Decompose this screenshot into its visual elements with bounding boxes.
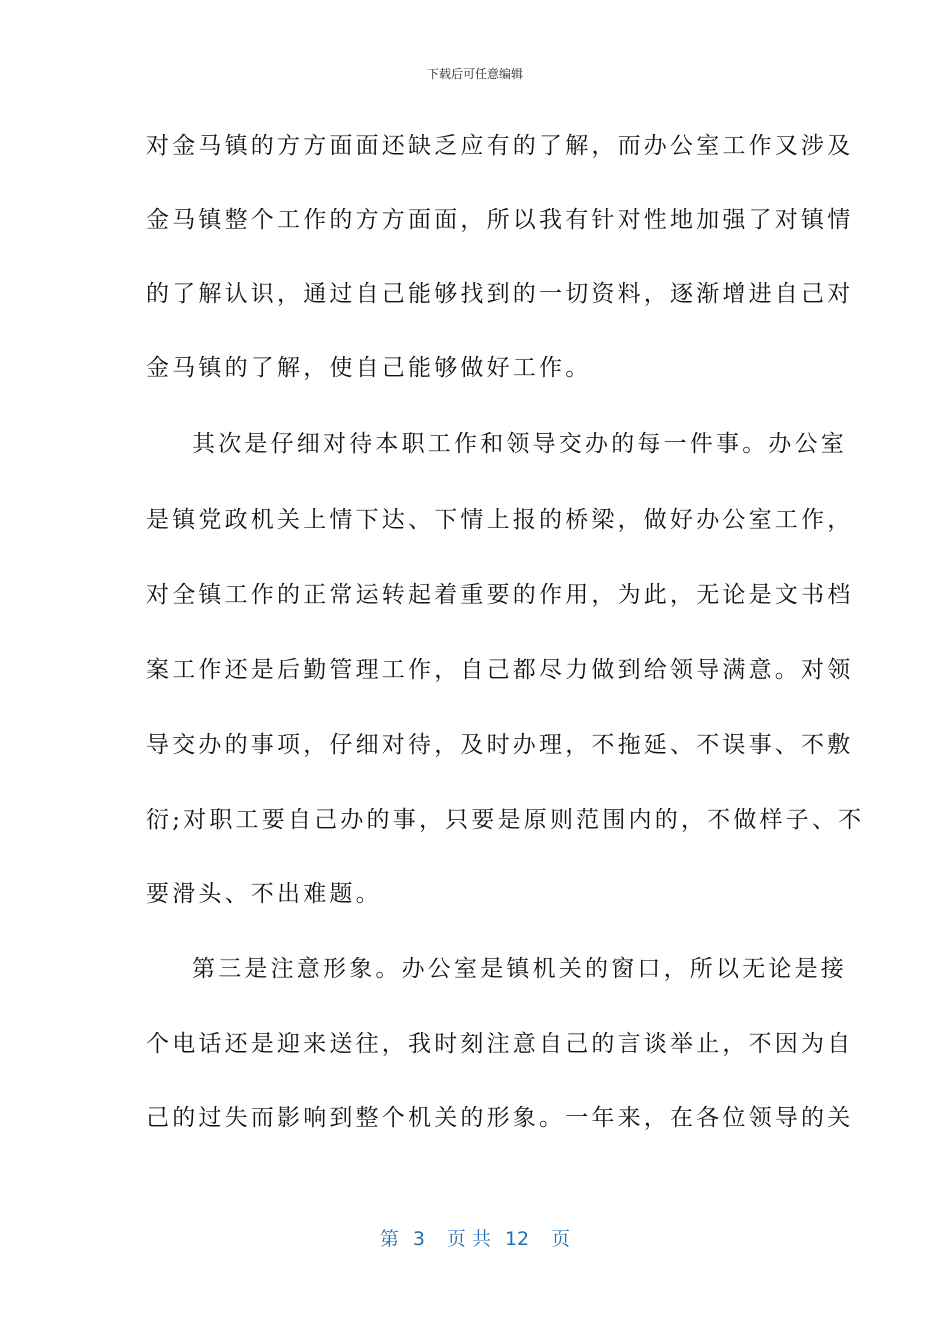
text-line: 金马镇的了解，使自己能够做好工作。 [146, 355, 592, 381]
text-line: 己的过失而影响到整个机关的形象。一年来，在各位领导的关 [146, 1105, 854, 1131]
footer-prefix: 第 [379, 1228, 399, 1250]
total-pages-number: 12 [504, 1228, 530, 1250]
text-line-indented: 其次是仔细对待本职工作和领导交办的每一件事。办公室 [192, 431, 847, 457]
text-line: 案工作还是后勤管理工作，自己都尽力做到给领导满意。对领 [146, 657, 854, 683]
text-line: 对金马镇的方方面面还缺乏应有的了解，而办公室工作又涉及 [146, 133, 854, 159]
footer-middle: 页 共 [446, 1228, 491, 1250]
page-footer [0, 1226, 950, 1252]
current-page-number: 3 [412, 1228, 425, 1250]
text-line: 导交办的事项，仔细对待，及时办理，不拖延、不误事、不敷 [146, 732, 854, 758]
text-line: 个电话还是迎来送往，我时刻注意自己的言谈举止，不因为自 [146, 1031, 854, 1057]
text-line: 的了解认识，通过自己能够找到的一切资料，逐渐增进自己对 [146, 281, 854, 307]
text-line: 金马镇整个工作的方方面面，所以我有针对性地加强了对镇情 [146, 207, 854, 233]
text-line: 对全镇工作的正常运转起着重要的作用，为此，无论是文书档 [146, 582, 854, 608]
text-line-indented: 第三是注意形象。办公室是镇机关的窗口，所以无论是接 [192, 956, 847, 982]
text-line: 衍;对职工要自己办的事，只要是原则范围内的，不做样子、不 [146, 807, 865, 833]
text-line: 是镇党政机关上情下达、下情上报的桥梁，做好办公室工作， [146, 507, 854, 533]
footer-suffix: 页 [551, 1228, 571, 1250]
text-line: 要滑头、不出难题。 [146, 881, 382, 907]
page-header: 下载后可任意编辑 [426, 67, 523, 81]
